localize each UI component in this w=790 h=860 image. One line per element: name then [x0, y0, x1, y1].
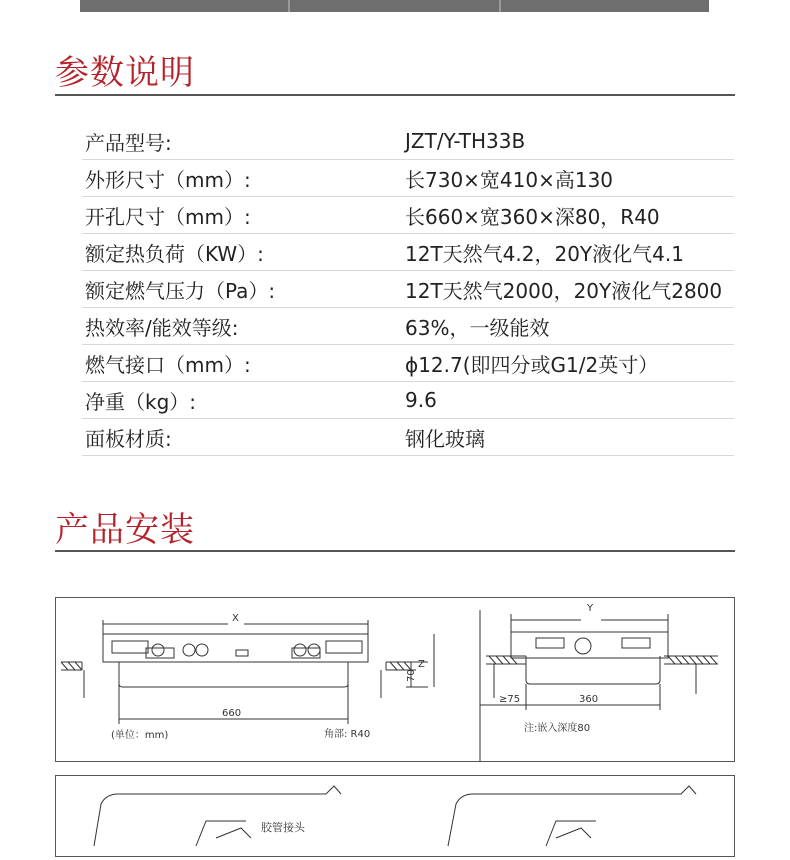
spec-row [82, 234, 734, 271]
spec-label: 产品型号: [85, 130, 172, 155]
depth-note: 注:嵌入深度80 [524, 723, 591, 734]
spec-label: 净重（kg）: [85, 389, 197, 414]
installation-drawing [56, 598, 734, 761]
spec-value: JZT/Y-TH33B [405, 129, 526, 153]
section-divider [55, 550, 735, 552]
spec-row [82, 123, 734, 160]
corner-label: 角部: R40 [324, 729, 371, 740]
spec-row [82, 345, 734, 382]
spec-label: 热效率/能效等级: [85, 315, 239, 340]
hose-drawing [56, 776, 734, 856]
spec-label: 燃气接口（mm）: [85, 352, 251, 377]
dim-label-x: X [232, 613, 239, 624]
section-title-params: 参数说明 [55, 53, 195, 93]
section-divider [55, 94, 735, 96]
spec-table [82, 123, 734, 456]
dim-label-y: Y [587, 603, 594, 614]
dim-label-70: 70 [406, 669, 417, 682]
spec-label: 外形尺寸（mm）: [85, 167, 251, 192]
spec-row [82, 308, 734, 345]
spec-label: 额定燃气压力（Pa）: [85, 278, 276, 303]
spec-label: 开孔尺寸（mm）: [85, 204, 251, 229]
dim-label-z: Z [418, 659, 425, 670]
spec-row [82, 271, 734, 308]
spec-row [82, 197, 734, 234]
spec-value: 12T天然气4.2，20Y液化气4.1 [405, 241, 684, 266]
spec-value: 长730×宽410×高130 [405, 167, 614, 192]
spec-value: 钢化玻璃 [405, 426, 485, 451]
spec-label: 面板材质: [85, 426, 172, 451]
dim-label-75: ≥75 [499, 694, 521, 705]
spec-row [82, 382, 734, 419]
hose-label: 胶管接头 [261, 821, 305, 834]
spec-label: 额定热负荷（KW）: [85, 241, 264, 266]
dim-label-360: 360 [579, 694, 599, 705]
spec-value: 63%，一级能效 [405, 315, 550, 340]
unit-label: (单位：mm) [111, 730, 169, 741]
installation-diagram [55, 597, 735, 762]
top-image-strip [80, 0, 709, 12]
spec-value: 12T天然气2000，20Y液化气2800 [405, 278, 723, 303]
spec-row [82, 160, 734, 197]
section-title-install: 产品安装 [55, 510, 195, 550]
spec-value: ϕ12.7(即四分或G1/2英寸） [405, 352, 659, 377]
spec-value: 9.6 [405, 388, 437, 412]
spec-value: 长660×宽360×深80，R40 [405, 204, 660, 229]
spec-row [82, 419, 734, 456]
dim-label-660: 660 [222, 708, 242, 719]
